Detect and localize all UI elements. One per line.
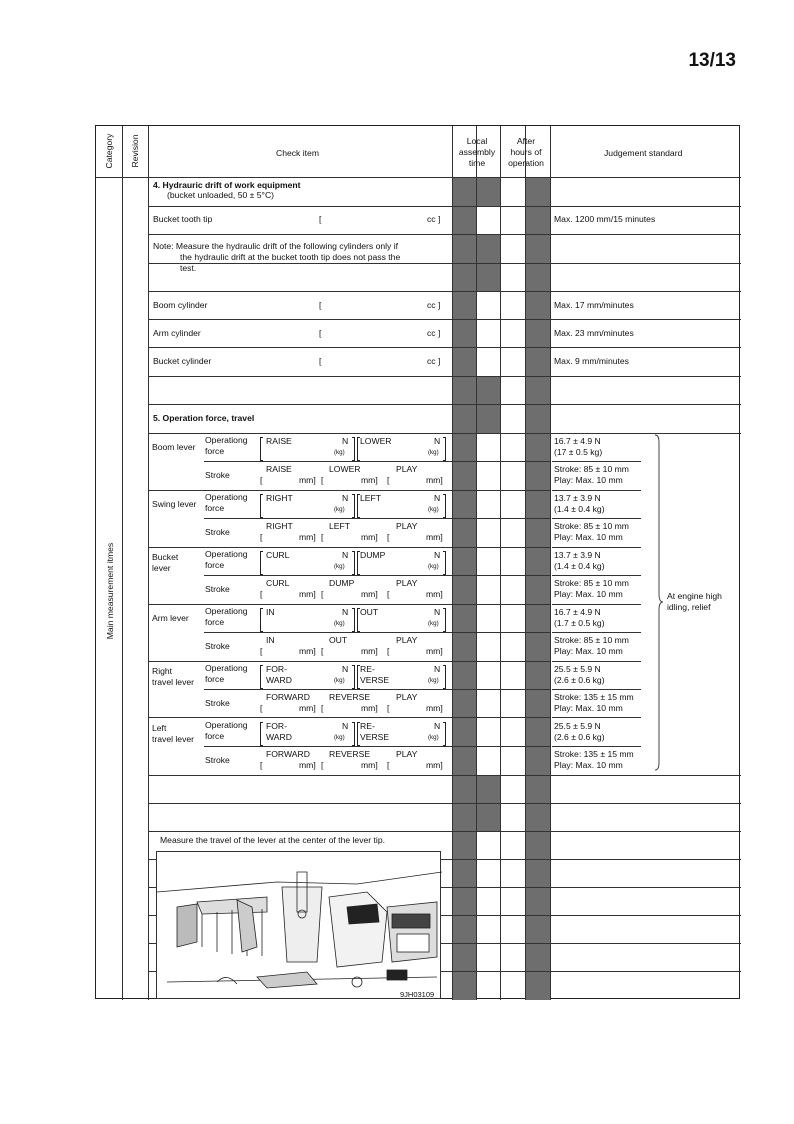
unit-cc: cc ] bbox=[427, 356, 441, 366]
bracket-open: [ bbox=[321, 760, 324, 770]
row-line bbox=[148, 404, 741, 405]
underline bbox=[552, 746, 641, 747]
row-line bbox=[148, 206, 741, 207]
force-direction-b: OUT bbox=[360, 607, 379, 617]
unit-cc: cc ] bbox=[427, 214, 441, 224]
row-line bbox=[452, 575, 550, 576]
bracket-open: [ bbox=[319, 356, 322, 366]
unit-n: N bbox=[342, 550, 349, 560]
play-label: PLAY bbox=[396, 635, 418, 645]
after-hours-header: operation bbox=[508, 158, 544, 168]
column-line bbox=[550, 126, 551, 1000]
row-line bbox=[148, 376, 741, 377]
row-line bbox=[148, 775, 741, 776]
force-label: Operationg bbox=[205, 606, 248, 616]
unit-mm: mm] bbox=[361, 646, 378, 656]
drift-row-label: Bucket cylinder bbox=[153, 356, 212, 366]
unit-mm: mm] bbox=[299, 532, 316, 542]
curly-brace bbox=[654, 434, 664, 771]
unit-mm: mm] bbox=[426, 475, 443, 485]
local-assembly-header: assembly bbox=[458, 147, 496, 157]
force-direction-a: WARD bbox=[266, 732, 292, 742]
category-main-measurement: Main measurement itmes bbox=[105, 542, 115, 640]
row-line bbox=[148, 291, 741, 292]
stroke-label: Stroke bbox=[205, 641, 230, 651]
force-standard: (1.7 ± 0.5 kg) bbox=[554, 618, 605, 628]
play-label: PLAY bbox=[396, 749, 418, 759]
figure-note: Measure the travel of the lever at the center of the lever tip. bbox=[160, 835, 385, 845]
after-hours-header: After bbox=[516, 136, 536, 146]
bracket-open: [ bbox=[319, 300, 322, 310]
lever-name: lever bbox=[152, 563, 171, 573]
stroke-direction-b: LOWER bbox=[329, 464, 361, 474]
bracket bbox=[260, 722, 263, 746]
unit-n: N bbox=[434, 436, 441, 446]
bracket-open: [ bbox=[319, 214, 322, 224]
column-line bbox=[122, 126, 123, 1000]
underline bbox=[552, 461, 641, 462]
unit-mm: mm] bbox=[299, 760, 316, 770]
column-line bbox=[452, 126, 453, 1000]
bracket-open: [ bbox=[387, 475, 390, 485]
page-number: 13/13 bbox=[688, 50, 736, 71]
stroke-direction-b: REVERSE bbox=[329, 749, 371, 759]
unit-kg: (kg) bbox=[334, 506, 345, 513]
bracket bbox=[352, 722, 355, 746]
force-label: Operationg bbox=[205, 720, 248, 730]
stroke-standard: Stroke: 85 ± 10 mm bbox=[554, 635, 629, 645]
force-standard: 16.7 ± 4.9 N bbox=[554, 607, 601, 617]
unit-kg: (kg) bbox=[428, 563, 439, 570]
stroke-standard: Play: Max. 10 mm bbox=[554, 646, 623, 656]
bracket bbox=[352, 437, 355, 461]
row-line bbox=[204, 632, 452, 633]
force-direction-b: LEFT bbox=[360, 493, 382, 503]
unit-n: N bbox=[342, 436, 349, 446]
unit-mm: mm] bbox=[361, 703, 378, 713]
stroke-label: Stroke bbox=[205, 470, 230, 480]
category-header: Category bbox=[104, 133, 114, 169]
column-line bbox=[500, 126, 501, 1000]
column-line bbox=[476, 126, 477, 1000]
judgement-standard-header: Judgement standard bbox=[604, 148, 683, 158]
force-label: force bbox=[205, 674, 225, 684]
bracket bbox=[260, 551, 263, 575]
force-standard: 13.7 ± 3.9 N bbox=[554, 550, 601, 560]
row-line bbox=[204, 689, 452, 690]
row-line bbox=[452, 746, 550, 747]
bracket bbox=[443, 551, 446, 575]
unit-mm: mm] bbox=[361, 760, 378, 770]
force-label: force bbox=[205, 503, 225, 513]
lever-name: Arm lever bbox=[152, 613, 189, 623]
stroke-label: Stroke bbox=[205, 755, 230, 765]
operation-title: 5. Operation force, travel bbox=[153, 413, 255, 423]
bucket-tooth-standard: Max. 1200 mm/15 minutes bbox=[554, 214, 656, 224]
unit-mm: mm] bbox=[426, 760, 443, 770]
unit-mm: mm] bbox=[361, 475, 378, 485]
row-line bbox=[148, 234, 741, 235]
row-line bbox=[452, 604, 550, 605]
bracket-open: [ bbox=[321, 589, 324, 599]
revision-header: Revision bbox=[130, 134, 140, 168]
unit-mm: mm] bbox=[299, 475, 316, 485]
play-label: PLAY bbox=[396, 578, 418, 588]
bracket bbox=[260, 608, 263, 632]
row-line bbox=[452, 518, 550, 519]
drift-subtitle: (bucket unloaded, 50 ± 5°C) bbox=[167, 190, 275, 200]
play-label: PLAY bbox=[396, 692, 418, 702]
force-standard: 13.7 ± 3.9 N bbox=[554, 493, 601, 503]
bucket-tooth-label: Bucket tooth tip bbox=[153, 214, 213, 224]
unit-kg: (kg) bbox=[334, 734, 345, 741]
unit-n: N bbox=[434, 721, 441, 731]
drift-title: 4. Hydrauric drift of work equipment bbox=[153, 180, 301, 190]
force-direction-a: IN bbox=[266, 607, 275, 617]
bracket-open: [ bbox=[260, 703, 263, 713]
condition-text: idling, relief bbox=[667, 602, 711, 612]
unit-kg: (kg) bbox=[334, 620, 345, 627]
bracket bbox=[260, 437, 263, 461]
play-label: PLAY bbox=[396, 464, 418, 474]
lever-name: Right bbox=[152, 666, 173, 676]
figure-code: 9JH03109 bbox=[400, 990, 435, 999]
lever-name: Swing lever bbox=[152, 499, 197, 509]
bracket-open: [ bbox=[387, 589, 390, 599]
unit-kg: (kg) bbox=[334, 449, 345, 456]
unit-mm: mm] bbox=[426, 703, 443, 713]
stroke-direction-a: RAISE bbox=[266, 464, 292, 474]
stroke-standard: Stroke: 85 ± 10 mm bbox=[554, 578, 629, 588]
row-line bbox=[148, 490, 452, 491]
after-hours-header: hours of bbox=[510, 147, 542, 157]
stroke-standard: Stroke: 85 ± 10 mm bbox=[554, 464, 629, 474]
unit-mm: mm] bbox=[361, 589, 378, 599]
force-standard: (2.6 ± 0.6 kg) bbox=[554, 675, 605, 685]
stroke-label: Stroke bbox=[205, 698, 230, 708]
lever-figure bbox=[156, 851, 441, 999]
stroke-direction-b: OUT bbox=[329, 635, 348, 645]
lever-name: travel lever bbox=[152, 677, 195, 687]
bracket bbox=[352, 494, 355, 518]
stroke-standard: Play: Max. 10 mm bbox=[554, 760, 623, 770]
bracket bbox=[443, 608, 446, 632]
force-direction-a: FOR- bbox=[266, 664, 288, 674]
unit-kg: (kg) bbox=[428, 734, 439, 741]
underline bbox=[552, 689, 641, 690]
column-line bbox=[148, 126, 149, 1000]
check-sheet-table bbox=[95, 125, 740, 999]
bracket bbox=[352, 665, 355, 689]
unit-n: N bbox=[434, 493, 441, 503]
force-standard: 25.5 ± 5.9 N bbox=[554, 664, 601, 674]
row-line bbox=[452, 461, 550, 462]
unit-mm: mm] bbox=[426, 646, 443, 656]
bracket bbox=[443, 437, 446, 461]
stroke-direction-a: FORWARD bbox=[266, 692, 310, 702]
unit-kg: (kg) bbox=[428, 506, 439, 513]
row-line bbox=[148, 547, 452, 548]
unit-n: N bbox=[342, 721, 349, 731]
underline bbox=[552, 490, 641, 491]
stroke-standard: Stroke: 135 ± 15 mm bbox=[554, 692, 634, 702]
bracket bbox=[443, 665, 446, 689]
bracket bbox=[352, 608, 355, 632]
force-direction-a: WARD bbox=[266, 675, 292, 685]
force-label: force bbox=[205, 446, 225, 456]
drift-note: test. bbox=[180, 263, 197, 273]
force-direction-b: VERSE bbox=[360, 675, 390, 685]
bracket-open: [ bbox=[387, 646, 390, 656]
row-line bbox=[204, 461, 452, 462]
underline bbox=[552, 632, 641, 633]
lever-name: Boom lever bbox=[152, 442, 196, 452]
unit-mm: mm] bbox=[299, 703, 316, 713]
force-label: Operationg bbox=[205, 549, 248, 559]
lever-name: Left bbox=[152, 723, 167, 733]
unit-kg: (kg) bbox=[334, 563, 345, 570]
force-label: force bbox=[205, 617, 225, 627]
stroke-standard: Play: Max. 10 mm bbox=[554, 475, 623, 485]
stroke-direction-a: CURL bbox=[266, 578, 290, 588]
shaded-cell bbox=[452, 206, 476, 234]
bracket-open: [ bbox=[321, 532, 324, 542]
row-line bbox=[452, 717, 550, 718]
row-line bbox=[204, 518, 452, 519]
stroke-standard: Play: Max. 10 mm bbox=[554, 589, 623, 599]
underline bbox=[552, 604, 641, 605]
underline bbox=[552, 661, 641, 662]
row-line bbox=[148, 433, 741, 434]
bracket-open: [ bbox=[260, 475, 263, 485]
unit-n: N bbox=[434, 664, 441, 674]
force-standard: (1.4 ± 0.4 kg) bbox=[554, 561, 605, 571]
unit-kg: (kg) bbox=[334, 677, 345, 684]
bracket bbox=[260, 494, 263, 518]
stroke-standard: Stroke: 135 ± 15 mm bbox=[554, 749, 634, 759]
bracket-open: [ bbox=[387, 532, 390, 542]
force-direction-a: RIGHT bbox=[266, 493, 293, 503]
drift-row-label: Boom cylinder bbox=[153, 300, 208, 310]
stroke-direction-a: RIGHT bbox=[266, 521, 293, 531]
force-standard: 25.5 ± 5.9 N bbox=[554, 721, 601, 731]
unit-n: N bbox=[342, 664, 349, 674]
unit-kg: (kg) bbox=[428, 449, 439, 456]
row-line bbox=[148, 604, 452, 605]
row-line bbox=[148, 803, 741, 804]
row-line bbox=[148, 661, 452, 662]
underline bbox=[552, 575, 641, 576]
bracket-open: [ bbox=[260, 646, 263, 656]
bracket-open: [ bbox=[387, 760, 390, 770]
stroke-standard: Play: Max. 10 mm bbox=[554, 703, 623, 713]
condition-text: At engine high bbox=[667, 591, 722, 601]
force-label: Operationg bbox=[205, 435, 248, 445]
stroke-label: Stroke bbox=[205, 584, 230, 594]
unit-kg: (kg) bbox=[428, 677, 439, 684]
bracket-open: [ bbox=[387, 703, 390, 713]
stroke-direction-a: FORWARD bbox=[266, 749, 310, 759]
bracket-open: [ bbox=[260, 760, 263, 770]
force-direction-b: LOWER bbox=[360, 436, 392, 446]
lever-name: Bucket bbox=[152, 552, 179, 562]
drift-row-standard: Max. 17 mm/minutes bbox=[554, 300, 634, 310]
unit-n: N bbox=[434, 550, 441, 560]
force-direction-a: RAISE bbox=[266, 436, 292, 446]
bracket-open: [ bbox=[321, 646, 324, 656]
drift-row-label: Arm cylinder bbox=[153, 328, 201, 338]
underline bbox=[552, 547, 641, 548]
force-direction-a: CURL bbox=[266, 550, 290, 560]
row-line bbox=[204, 575, 452, 576]
stroke-direction-b: REVERSE bbox=[329, 692, 371, 702]
lever-name: travel lever bbox=[152, 734, 195, 744]
force-label: force bbox=[205, 560, 225, 570]
force-direction-b: RE- bbox=[360, 721, 375, 731]
row-line bbox=[452, 490, 550, 491]
stroke-standard: Play: Max. 10 mm bbox=[554, 532, 623, 542]
unit-n: N bbox=[342, 607, 349, 617]
row-line bbox=[452, 547, 550, 548]
force-label: Operationg bbox=[205, 663, 248, 673]
shaded-cell bbox=[452, 291, 476, 376]
bracket bbox=[443, 494, 446, 518]
stroke-standard: Stroke: 85 ± 10 mm bbox=[554, 521, 629, 531]
unit-cc: cc ] bbox=[427, 300, 441, 310]
force-label: Operationg bbox=[205, 492, 248, 502]
unit-mm: mm] bbox=[426, 589, 443, 599]
column-line bbox=[525, 126, 526, 1000]
drift-note: Note: Measure the hydraulic drift of the following cylinders only if bbox=[153, 241, 399, 251]
unit-n: N bbox=[434, 607, 441, 617]
unit-mm: mm] bbox=[426, 532, 443, 542]
row-line bbox=[452, 689, 550, 690]
bracket-open: [ bbox=[260, 532, 263, 542]
force-label: force bbox=[205, 731, 225, 741]
play-label: PLAY bbox=[396, 521, 418, 531]
row-line bbox=[148, 263, 741, 264]
force-standard: (1.4 ± 0.4 kg) bbox=[554, 504, 605, 514]
underline bbox=[552, 717, 641, 718]
bracket bbox=[443, 722, 446, 746]
force-standard: (17 ± 0.5 kg) bbox=[554, 447, 603, 457]
row-line bbox=[148, 319, 741, 320]
unit-mm: mm] bbox=[299, 646, 316, 656]
force-direction-a: FOR- bbox=[266, 721, 288, 731]
stroke-direction-a: IN bbox=[266, 635, 275, 645]
bracket-open: [ bbox=[319, 328, 322, 338]
bracket-open: [ bbox=[321, 475, 324, 485]
stroke-direction-b: DUMP bbox=[329, 578, 355, 588]
local-assembly-header: time bbox=[468, 158, 486, 168]
unit-kg: (kg) bbox=[428, 620, 439, 627]
stroke-label: Stroke bbox=[205, 527, 230, 537]
unit-n: N bbox=[342, 493, 349, 503]
drift-row-standard: Max. 23 mm/minutes bbox=[554, 328, 634, 338]
shaded-cell bbox=[525, 177, 550, 1000]
cab-drawing bbox=[157, 852, 442, 1000]
row-line bbox=[452, 661, 550, 662]
unit-cc: cc ] bbox=[427, 328, 441, 338]
bracket bbox=[260, 665, 263, 689]
bracket bbox=[352, 551, 355, 575]
unit-mm: mm] bbox=[299, 589, 316, 599]
underline bbox=[552, 518, 641, 519]
row-line bbox=[204, 746, 452, 747]
row-line bbox=[148, 717, 452, 718]
stroke-direction-b: LEFT bbox=[329, 521, 351, 531]
row-line bbox=[148, 347, 741, 348]
row-line bbox=[452, 632, 550, 633]
drift-row-standard: Max. 9 mm/minutes bbox=[554, 356, 629, 366]
force-direction-b: VERSE bbox=[360, 732, 390, 742]
row-line bbox=[148, 831, 741, 832]
force-standard: 16.7 ± 4.9 N bbox=[554, 436, 601, 446]
bracket-open: [ bbox=[321, 703, 324, 713]
unit-mm: mm] bbox=[361, 532, 378, 542]
force-direction-b: DUMP bbox=[360, 550, 386, 560]
drift-note: the hydraulic drift at the bucket tooth tip does not pass the bbox=[180, 252, 401, 262]
force-standard: (2.6 ± 0.6 kg) bbox=[554, 732, 605, 742]
bracket-open: [ bbox=[260, 589, 263, 599]
check-item-header: Check item bbox=[276, 148, 319, 158]
header-bottom-line bbox=[96, 177, 741, 178]
force-direction-b: RE- bbox=[360, 664, 375, 674]
local-assembly-header: Local bbox=[466, 136, 488, 146]
